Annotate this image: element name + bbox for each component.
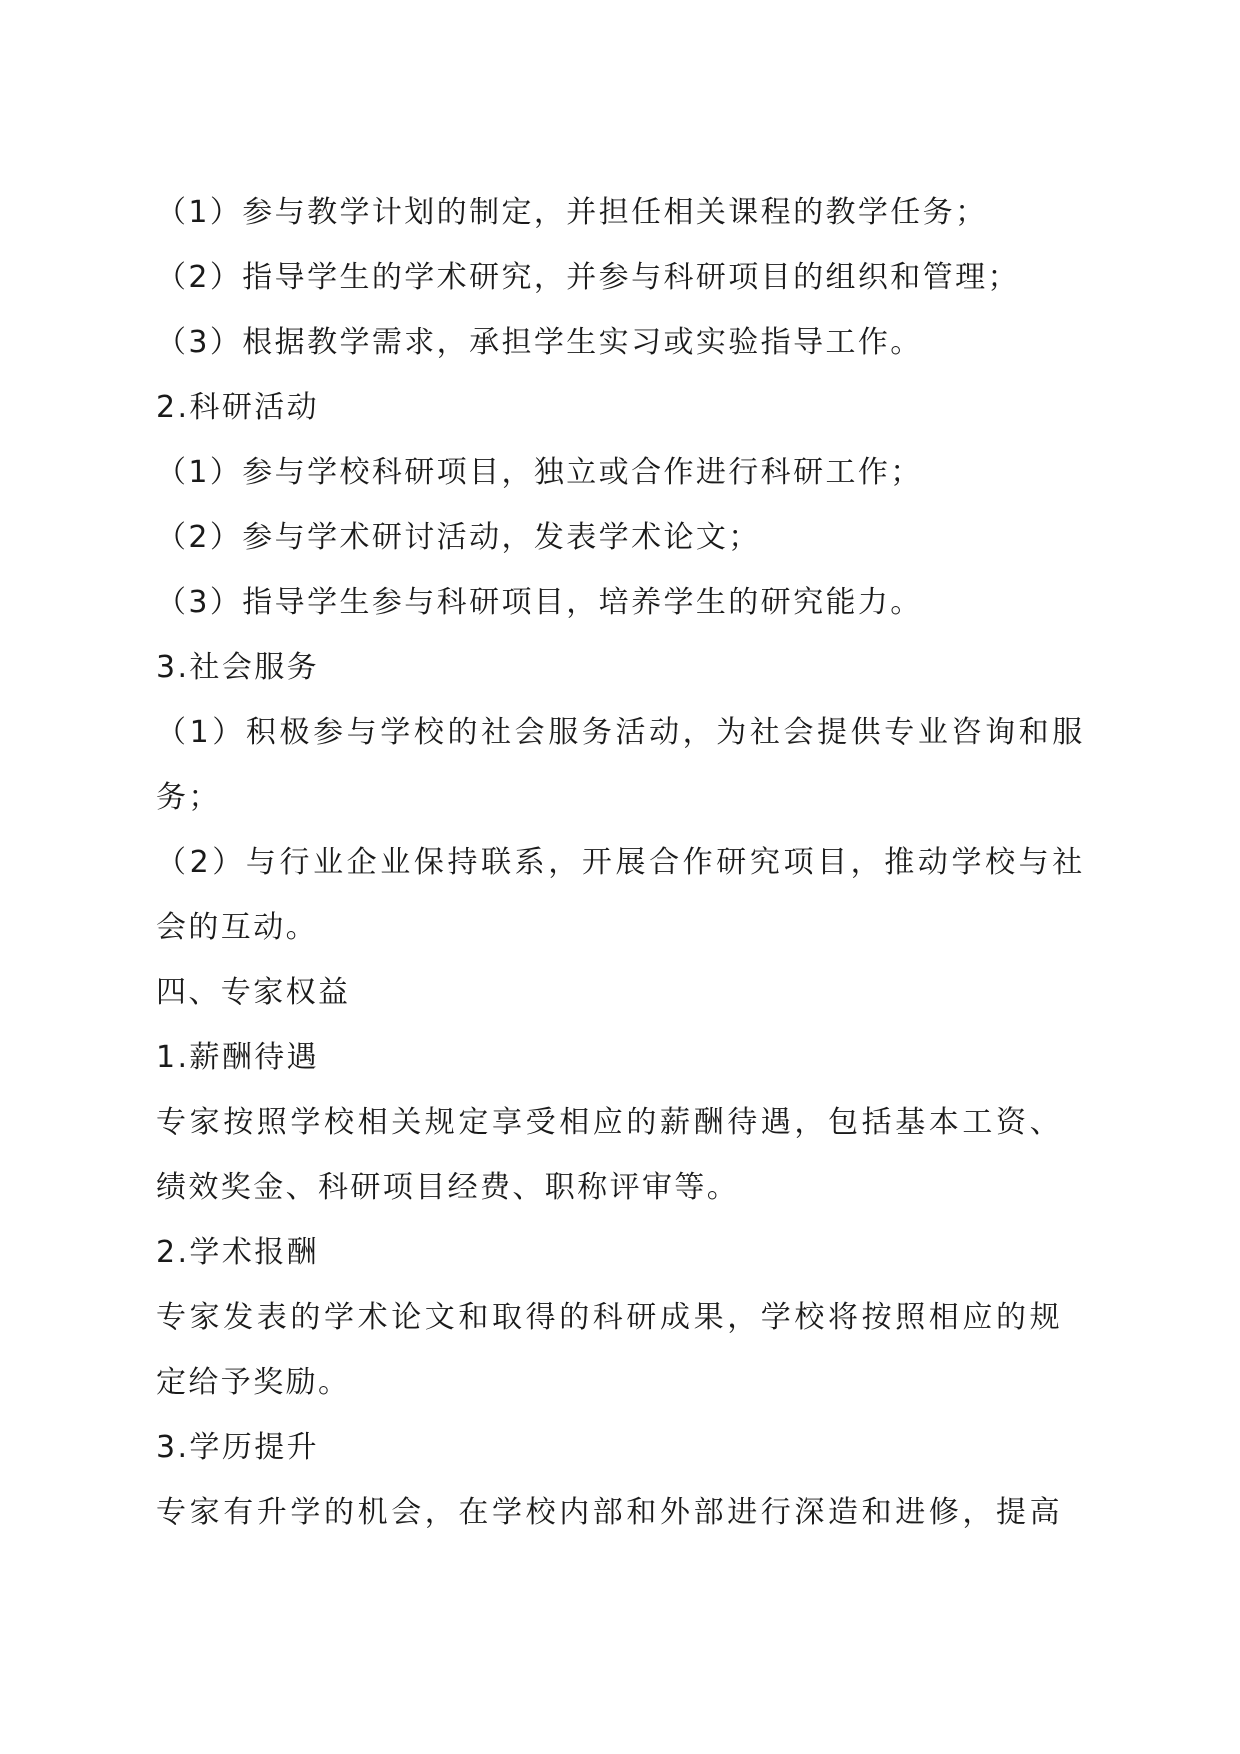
list-item-research-3: （3）指导学生参与科研项目，培养学生的研究能力。 — [156, 585, 923, 620]
paragraph-salary: 专家按照学校相关规定享受相应的薪酬待遇，包括基本工资、 — [156, 1105, 1064, 1140]
paragraph-education: 专家有升学的机会，在学校内部和外部进行深造和进修，提高 — [156, 1495, 1064, 1530]
section-heading-research: 2.科研活动 — [156, 390, 320, 425]
paragraph-salary-cont: 绩效奖金、科研项目经费、职称评审等。 — [156, 1170, 740, 1205]
paragraph-academic-reward: 专家发表的学术论文和取得的科研成果，学校将按照相应的规 — [156, 1300, 1064, 1335]
list-item-social-2-cont: 会的互动。 — [156, 910, 318, 945]
list-item-teaching-3: （3）根据教学需求，承担学生实习或实验指导工作。 — [156, 325, 923, 360]
list-item-social-1: （1）积极参与学校的社会服务活动，为社会提供专业咨询和服 — [156, 715, 1086, 750]
document-body — [156, 180, 1086, 1545]
section-heading-social-service: 3.社会服务 — [156, 650, 320, 685]
chapter-heading-expert-rights: 四、专家权益 — [156, 975, 351, 1010]
section-heading-education: 3.学历提升 — [156, 1430, 320, 1465]
list-item-social-2: （2）与行业企业保持联系，开展合作研究项目，推动学校与社 — [156, 845, 1086, 880]
section-heading-salary: 1.薪酬待遇 — [156, 1040, 320, 1075]
list-item-research-2: （2）参与学术研讨活动，发表学术论文； — [156, 520, 761, 555]
list-item-social-1-cont: 务； — [156, 780, 221, 815]
paragraph-academic-reward-cont: 定给予奖励。 — [156, 1365, 351, 1400]
list-item-teaching-1: （1）参与教学计划的制定，并担任相关课程的教学任务； — [156, 195, 988, 230]
section-heading-academic-reward: 2.学术报酬 — [156, 1235, 320, 1270]
list-item-research-1: （1）参与学校科研项目，独立或合作进行科研工作； — [156, 455, 923, 490]
list-item-teaching-2: （2）指导学生的学术研究，并参与科研项目的组织和管理； — [156, 260, 1020, 295]
